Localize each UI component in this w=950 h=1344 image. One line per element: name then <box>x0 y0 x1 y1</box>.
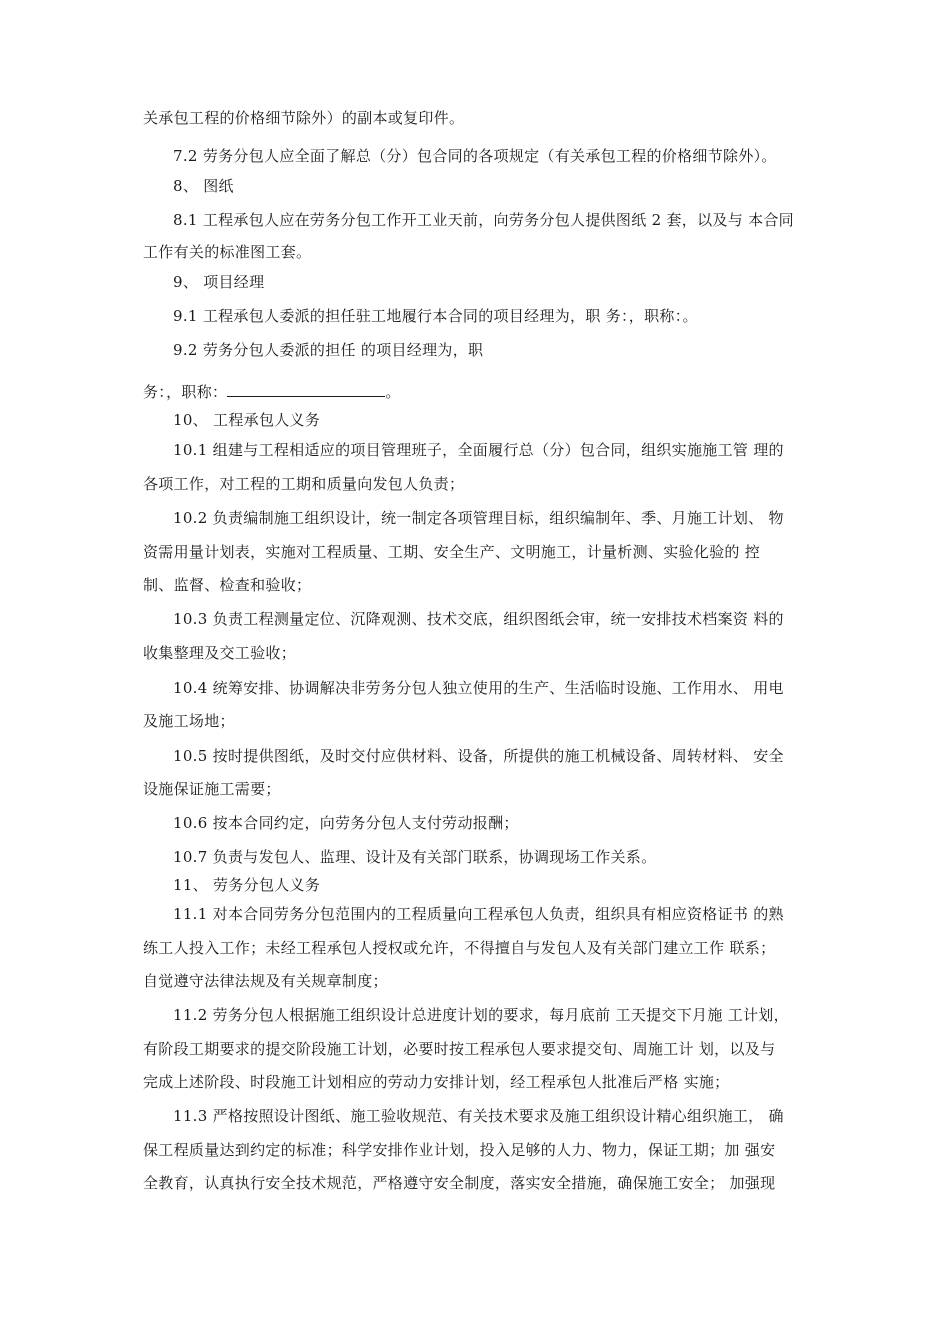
text-line: 有阶段工期要求的提交阶段施工计划，必要时按工程承包人要求提交旬、周施工计 划，以及与 <box>143 1040 776 1058</box>
text-line: 9.1 工程承包人委派的担任驻工地履行本合同的项目经理为，职 务：，职称：。 <box>173 307 698 325</box>
section-heading: 9、 项目经理 <box>173 273 265 291</box>
section-heading: 8、 图纸 <box>173 177 234 195</box>
text-line: 工作有关的标准图工套。 <box>143 243 312 261</box>
text-line: 10.3 负责工程测量定位、沉降观测、技术交底，组织图纸会审，统一安排技术档案资 料的 <box>173 610 784 628</box>
text-line: 收集整理及交工验收； <box>143 644 297 662</box>
text-line: 10.7 负责与发包人、监理、设计及有关部门联系，协调现场工作关系。 <box>173 848 657 866</box>
text-line: 10.4 统筹安排、协调解决非劳务分包人独立使用的生产、生活临时设施、工作用水、 用电 <box>173 679 784 697</box>
text-line: 练工人投入工作；未经工程承包人授权或允许，不得擅自与发包人及有关部门建立工作 联系； <box>143 939 776 957</box>
text-line: 8.1 工程承包人应在劳务分包工作开工业天前，向劳务分包人提供图纸 2 套，以及与 本合同 <box>173 211 794 229</box>
text-line: 11.3 严格按照设计图纸、施工验收规范、有关技术要求及施工组织设计精心组织施工， 确 <box>173 1107 784 1125</box>
text-line: 10.5 按时提供图纸，及时交付应供材料、设备，所提供的施工机械设备、周转材料、 安全 <box>173 747 784 765</box>
text-line: 及施工场地； <box>143 712 235 730</box>
text-line: 10.2 负责编制施工组织设计，统一制定各项管理目标，组织编制年、季、月施工计划、 物 <box>173 509 784 527</box>
text-line: 10.6 按本合同约定，向劳务分包人支付劳动报酬； <box>173 814 519 832</box>
text-line: 全教育，认真执行安全技术规范，严格遵守安全制度，落实安全措施，确保施工安全； 加强现 <box>143 1174 776 1192</box>
text-fragment: 。 <box>385 383 401 401</box>
text-fragment: 务：，职称： <box>143 383 228 401</box>
text-line: 7.2 劳务分包人应全面了解总（分）包合同的各项规定（有关承包工程的价格细节除外）。 <box>173 147 777 165</box>
section-heading: 11、 劳务分包人义务 <box>173 876 321 894</box>
fill-in-blank <box>227 382 385 397</box>
text-line-with-blank <box>143 382 401 402</box>
text-line: 9.2 劳务分包人委派的担任 的项目经理为，职 <box>173 341 484 359</box>
section-heading: 10、 工程承包人义务 <box>173 411 321 429</box>
text-line: 设施保证施工需要； <box>143 780 281 798</box>
text-line: 关承包工程的价格细节除外）的副本或复印件。 <box>143 109 465 127</box>
text-line: 完成上述阶段、时段施工计划相应的劳动力安排计划，经工程承包人批准后严格 实施； <box>143 1073 730 1091</box>
text-line: 各项工作，对工程的工期和质量向发包人负责； <box>143 475 465 493</box>
text-line: 11.2 劳务分包人根据施工组织设计总进度计划的要求，每月底前 工天提交下月施 工计划， <box>173 1006 789 1024</box>
text-line: 保工程质量达到约定的标准；科学安排作业计划，投入足够的人力、物力，保证工期；加 强安 <box>143 1141 776 1159</box>
text-line: 11.1 对本合同劳务分包范围内的工程质量向工程承包人负责，组织具有相应资格证书 的熟 <box>173 905 784 923</box>
text-line: 10.1 组建与工程相适应的项目管理班子，全面履行总（分）包合同，组织实施施工管 理的 <box>173 441 784 459</box>
text-line: 自觉遵守法律法规及有关规章制度； <box>143 972 388 990</box>
text-line: 资需用量计划表，实施对工程质量、工期、安全生产、文明施工，计量析测、实验化验的 控 <box>143 543 761 561</box>
text-line: 制、监督、检查和验收； <box>143 576 312 594</box>
